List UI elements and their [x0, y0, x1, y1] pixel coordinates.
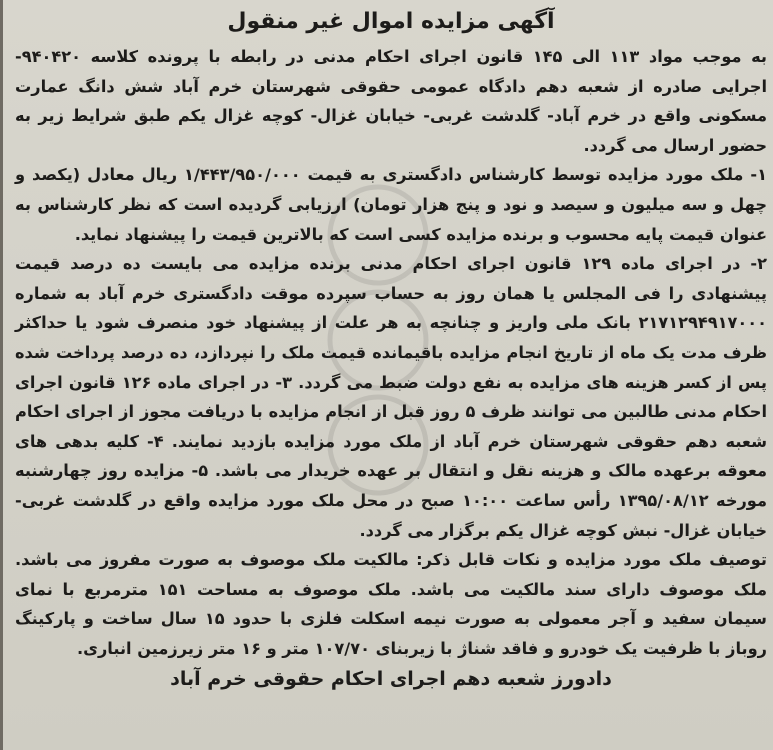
notice-body [15, 42, 767, 663]
notice-clause-1: ۱- ملک مورد مزایده توسط کارشناس دادگستری به قیمت ۱/۴۴۳/۹۵۰/۰۰۰ ریال معادل (یکصد و چهل و سه میلیون و سیصد و نود و پنج هزار تومان) ارزیابی گردیده است که نظر کارشناس به عنوان قیمت پایه محسوب و برنده مزایده کسی است که بالاترین قیمت را پیشنهاد نماید. [15, 165, 767, 244]
auction-notice [15, 6, 767, 748]
notice-intro-paragraph: به موجب مواد ۱۱۳ الی ۱۴۵ قانون اجرای احکام مدنی در رابطه با پرونده کلاسه ۹۴۰۴۲۰- اجرایی صادره از شعبه دهم دادگاه عمومی حقوقی شهرستان خرم آباد شش دانگ عمارت مسکونی واقع در خرم آباد- گلدشت غربی- خیابان غزال- کوچه غزال یکم طبق شرایط زیر به حضور ارسال می گردد. [15, 47, 767, 155]
notice-property-description: توصیف ملک مورد مزایده و نکات قابل ذکر: مالکیت ملک موصوف به صورت مفروز می باشد. ملک موصوف دارای سند مالکیت می باشد. ملک موصوف به مساحت ۱۵۱ مترمربع با نمای سیمان سفید و آجر معمولی به صورت نیمه اسکلت فلزی با حدود ۱۵ سال ساخت و پارکینگ روباز با ظرفیت یک خودرو و فاقد شناژ با زیربنای ۱۰۷/۷۰ متر و ۱۶ متر زیرزمین انباری. [15, 550, 767, 658]
notice-clauses-2-5: ۲- در اجرای ماده ۱۲۹ قانون اجرای احکام مدنی برنده مزایده می بایست ده درصد قیمت پیشنهادی را فی المجلس یا همان روز به حساب سپرده موقت دادگستری خرم آباد به شماره ۲۱۷۱۲۹۴۹۱۷۰۰۰ بانک ملی واریز و چنانچه به هر علت از پیشنهاد خود منصرف شود یا حداکثر ظرف مدت یک ماه از تاریخ انجام مزایده باقیمانده قیمت ملک را نپردازد، ده درصد پرداخت شده پس از کسر هزینه های مزایده به نفع دولت ضبط می گردد. ۳- در اجرای ماده ۱۲۶ قانون اجرای احکام مدنی طالبین می توانند ظرف ۵ روز قبل از انجام مزایده با دریافت مجوز از اجرای احکام شعبه دهم حقوقی شهرستان خرم آباد از ملک مورد مزایده بازدید نمایند. ۴- کلیه بدهی های معوقه برعهده مالک و هزینه نقل و انتقال بر عهده خریدار می باشد. ۵- مزایده روز چهارشنبه مورخه ۱۳۹۵/۰۸/۱۲ رأس ساعت ۱۰:۰۰ صبح در محل ملک مورد مزایده واقع در گلدشت غربی- خیابان غزال- نبش کوچه غزال یکم برگزار می گردد. [15, 254, 767, 540]
notice-signature: دادورز شعبه دهم اجرای احکام حقوقی خرم آباد [170, 668, 612, 691]
notice-title: آگهی مزایده اموال غیر منقول [227, 9, 555, 34]
